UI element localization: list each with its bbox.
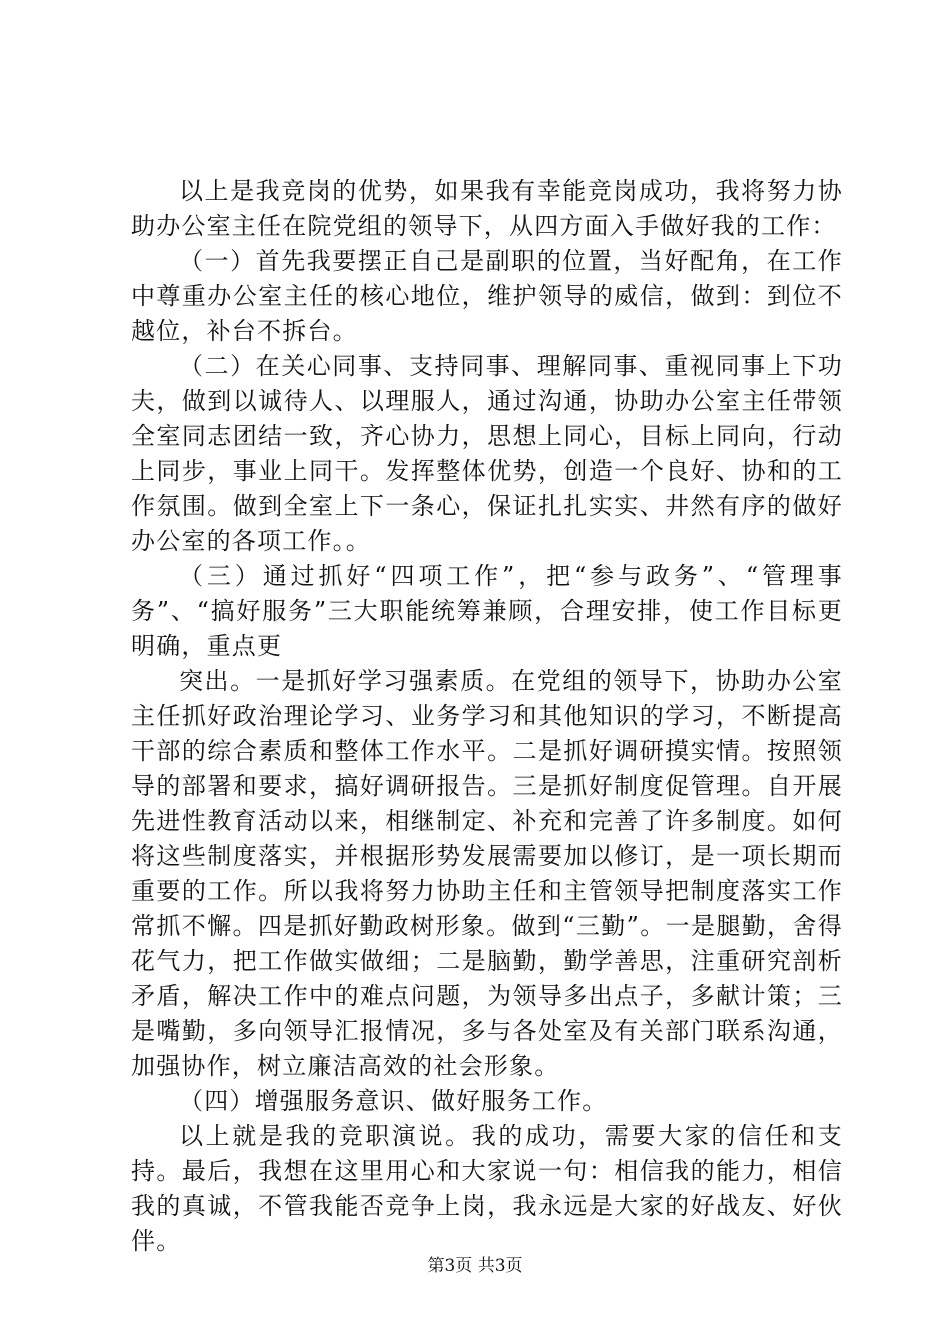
paragraph-point-3: （三）通过抓好“四项工作”，把“参与政务”、“管理事务”、“搞好服务”三大职能统筹兼顾，合理安排，使工作目标更明确，重点更 (131, 562, 843, 660)
page-number-footer: 第3页 共3页 (427, 1256, 523, 1276)
paragraph-conclusion: 以上就是我的竞职演说。我的成功，需要大家的信任和支持。最后，我想在这里用心和大家说一句：相信我的能力，相信我的真诚，不管我能否竞争上岗，我永远是大家的好战友、好伙伴。 (131, 1122, 843, 1255)
body-text (131, 174, 843, 1259)
paragraph-point-3-continued: 突出。一是抓好学习强素质。在党组的领导下，协助办公室主任抓好政治理论学习、业务学习和其他知识的学习，不断提高干部的综合素质和整体工作水平。二是抓好调研摸实情。按照领导的部署和要求，搞好调研报告。三是抓好制度促管理。自开展先进性教育活动以来，相继制定、补充和完善了许多制度。如何将这些制度落实，并根据形势发展需要加以修订，是一项长期而重要的工作。所以我将努力协助主任和主管领导把制度落实工作常抓不懈。四是抓好勤政树形象。做到“三勤”。一是腿勤，舍得花气力，把工作做实做细；二是脑勤，勤学善思，注重研究剖析矛盾，解决工作中的难点问题，为领导多出点子，多献计策；三是嘴勤，多向领导汇报情况，多与各处室及有关部门联系沟通，加强协作，树立廉洁高效的社会形象。 (131, 667, 843, 1080)
paragraph-point-4: （四）增强服务意识、做好服务工作。 (179, 1087, 608, 1115)
paragraph-point-2: （二）在关心同事、支持同事、理解同事、重视同事上下功夫，做到以诚待人、以理服人，通过沟通，协助办公室主任带领全室同志团结一致，齐心协力，思想上同心，目标上同向，行动上同步，事业上同干。发挥整体优势，创造一个良好、协和的工作氛围。做到全室上下一条心，保证扎扎实实、井然有序的做好办公室的各项工作。。 (131, 352, 843, 555)
paragraph-intro: 以上是我竞岗的优势，如果我有幸能竞岗成功，我将努力协助办公室主任在院党组的领导下，从四方面入手做好我的工作： (131, 177, 843, 240)
paragraph-point-1: （一）首先我要摆正自己是副职的位置，当好配角，在工作中尊重办公室主任的核心地位，维护领导的威信，做到：到位不越位，补台不拆台。 (131, 247, 843, 345)
